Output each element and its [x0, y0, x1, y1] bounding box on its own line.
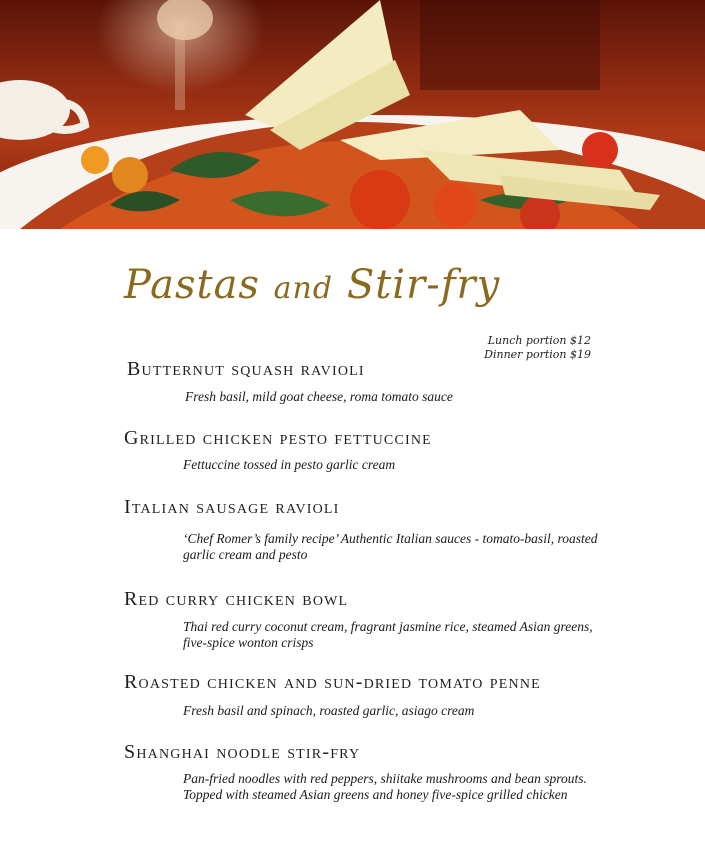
title-word-and: and — [273, 271, 334, 306]
menu-item-description: Fettuccine tossed in pesto garlic cream — [183, 457, 396, 472]
lunch-portion-price: Lunch portion $12 — [487, 334, 591, 347]
menu-item-description: ‘Chef Romer’s family recipe’ Authentic Italian sauces - tomato-basil, roasted garlic cream and pesto — [183, 531, 598, 562]
portion-prices — [484, 334, 591, 362]
menu-item-description: Fresh basil, mild goat cheese, roma tomato sauce — [185, 389, 453, 404]
title-word-pastas: Pastas — [124, 262, 260, 308]
menu-item-description: Fresh basil and spinach, roasted garlic, asiago cream — [183, 703, 475, 718]
pasta-dish-illustration — [0, 0, 705, 229]
menu-item-name: Red curry chicken bowl — [124, 588, 349, 610]
hero-food-photo — [0, 0, 705, 229]
menu-item-name: Roasted chicken and sun-dried tomato penne — [124, 671, 541, 693]
menu-item-description: Thai red curry coconut cream, fragrant jasmine rice, steamed Asian greens, five-spice wonton crisps — [183, 619, 593, 650]
title-word-stir-fry: Stir-fry — [346, 262, 501, 308]
menu-item-name: Italian sausage ravioli — [124, 496, 340, 518]
menu-item-name: Grilled chicken pesto fettuccine — [124, 427, 432, 449]
menu-item-name: Butternut squash ravioli — [127, 358, 365, 380]
menu-section-title — [124, 262, 500, 308]
menu-item-description: Pan-fried noodles with red peppers, shiitake mushrooms and bean sprouts. Topped with steamed Asian greens and honey five-spice grilled chicken — [183, 771, 587, 802]
menu-item-name: Shanghai noodle stir-fry — [124, 741, 361, 763]
dinner-portion-price: Dinner portion $19 — [484, 348, 591, 361]
